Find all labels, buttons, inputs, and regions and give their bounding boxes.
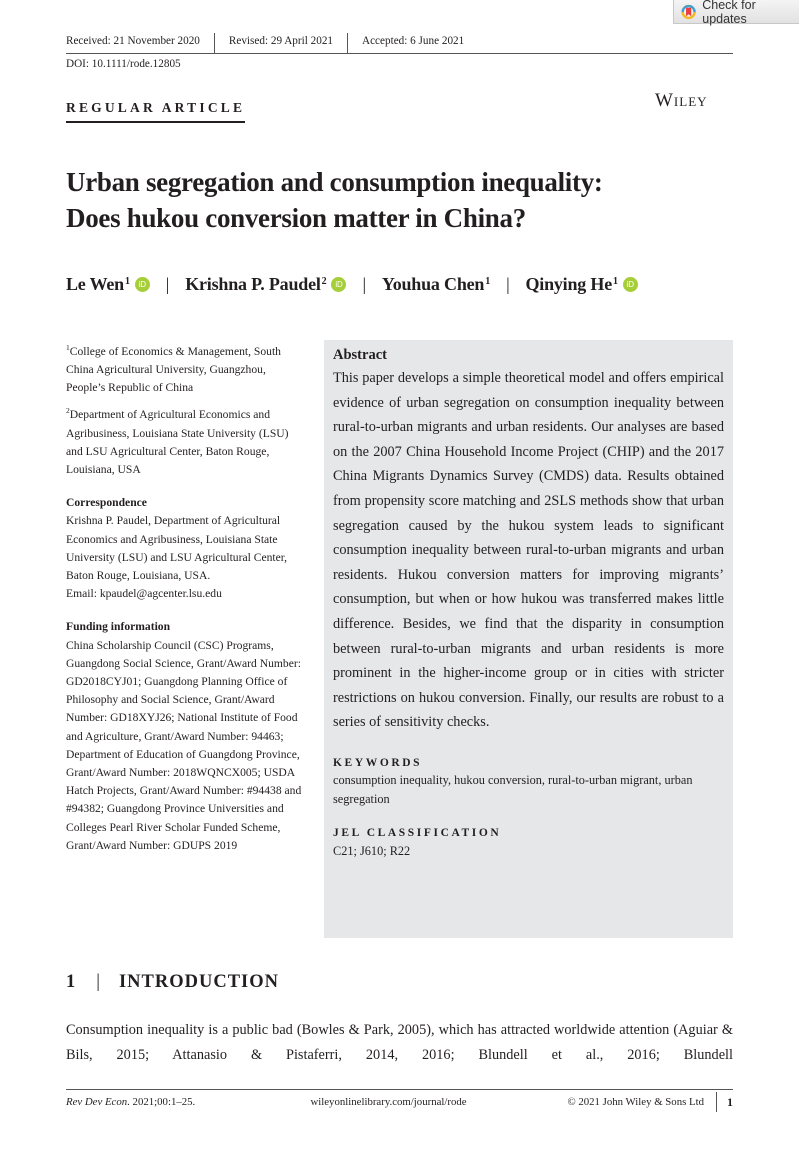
affiliation: $^2$Department of Agricultural Economics and Agribusiness, Louisiana State University (LSU) and LSU Agricultural Center, Baton Rouge, Louisiana, USA xyxy=(66,406,289,476)
orcid-icon[interactable]: iD xyxy=(623,277,638,292)
author-name: Le Wen xyxy=(66,274,124,294)
funding-heading: Funding information xyxy=(66,620,171,634)
page-number: 1 xyxy=(716,1092,733,1112)
orcid-icon[interactable]: iD xyxy=(135,277,150,292)
section-separator: | xyxy=(96,972,101,992)
email-link[interactable]: kpaudel@agcenter.lsu.edu xyxy=(99,587,222,601)
journal-citation: Rev Dev Econ. 2021;00:1–25. xyxy=(66,1096,196,1108)
author xyxy=(66,274,150,295)
revised-date: Revised: 29 April 2021 xyxy=(214,33,347,53)
introduction-paragraph: Consumption inequality is a public bad (Bowles & Park, 2005), which has attracted worldwide attention (Aguiar & Bils, 2015; Attanasio & Pistaferri, 2014, 2016; Blundell et al., 2016; Blundell xyxy=(66,1022,733,1063)
title-line-2: Does hukou conversion matter in China? xyxy=(66,203,526,233)
author-affiliation-mark: 1 xyxy=(124,276,130,287)
doi[interactable]: DOI: 10.1111/rode.12805 xyxy=(66,58,181,70)
keywords: consumption inequality, hukou conversion, rural-to-urban migrant, urban segregation xyxy=(333,772,693,807)
accepted-date: Accepted: 6 June 2021 xyxy=(347,33,478,53)
orcid-icon[interactable]: iD xyxy=(331,277,346,292)
abstract-box xyxy=(324,340,733,938)
title-line-1: Urban segregation and consumption inequality: xyxy=(66,167,603,197)
author xyxy=(382,274,490,295)
author-separator: | xyxy=(165,274,170,294)
article-type: REGULAR ARTICLE xyxy=(66,100,245,123)
copyright: © 2021 John Wiley & Sons Ltd xyxy=(567,1096,704,1108)
author-affiliation-mark: 1 xyxy=(612,276,618,287)
check-for-updates-button[interactable] xyxy=(673,0,799,24)
abstract-body: This paper develops a simple theoretical model and offers empirical evidence of urban segregation on consumption inequality between rural-to-urban migrants and urban residents. Our analyses are based on the 2007 China Household Income Project (CHIP) and the 2017 China Migrants Dynamics Survey (CMDS) data. Results obtained from propensity score matching and 2SLS methods show that urban segregation caused by the hukou system leads to significant consumption inequality between rural-to-urban migrants and urban residents. Hukou conversion matters for improving migrants’ consumption, but when or how hukou was transferred makes little difference. Besides, we find that the disparity in consumption between rural-to-urban migrants and urban residents is more prominent in the higher-income group or in cities with stricter restrictions on hukou conversion. Finally, our results are robust to a series of sensitivity checks. xyxy=(333,370,724,731)
author-name: Qinying He xyxy=(525,274,612,294)
funding-text: China Scholarship Council (CSC) Programs, Guangdong Social Science, Grant/Award Number: GD2018CYJ01; Guangdong Planning Office of Philosophy and Social Science, Grant/Award Number: GD18XYJ26; National Institute of Food and Agriculture, Grant/Award Number: 94463; Department of Education of Guangdong Province, Grant/Award Number: 2018WQNCX005; USDA Hatch Projects, Grant/Award Number: #94438 and #94382; Guangdong Province Universities and Colleges Pearl River Scholar Funded Scheme, Grant/Award Number: GDUPS 2019 xyxy=(66,638,302,852)
author-separator: | xyxy=(362,274,366,294)
abstract-heading: Abstract xyxy=(333,347,387,363)
section-title: INTRODUCTION xyxy=(118,972,279,992)
jel-codes: C21; J610; R22 xyxy=(333,843,411,858)
correspondence-text: Krishna P. Paudel, Department of Agricultural Economics and Agribusiness, Louisiana State University (LSU) and LSU Agricultural Center, Baton Rouge, Louisiana, USA. xyxy=(66,514,288,582)
correspondence-heading: Correspondence xyxy=(66,496,147,510)
page-footer xyxy=(66,1089,733,1113)
correspondence-email: Email: kpaudel@agcenter.lsu.edu xyxy=(66,587,222,601)
article-info-column xyxy=(66,339,306,855)
keywords-heading: KEYWORDS xyxy=(333,756,423,769)
section-heading xyxy=(66,972,279,993)
author-separator: | xyxy=(506,274,510,294)
author-name: Youhua Chen xyxy=(381,274,485,294)
publisher-logo: Wiley xyxy=(655,90,708,111)
section-number: 1 xyxy=(66,972,77,992)
author-list xyxy=(66,274,638,295)
affiliation: $^1$College of Economics & Management, South China Agricultural University, Guangzhou, People’s Republic of China xyxy=(66,343,281,395)
jel-heading: JEL CLASSIFICATION xyxy=(333,826,502,839)
article-history xyxy=(66,33,733,54)
check-for-updates-label: Check for updates xyxy=(702,0,756,26)
journal-url[interactable]: wileyonlinelibrary.com/journal/rode xyxy=(310,1096,467,1108)
author-name: Krishna P. Paudel xyxy=(185,274,321,294)
author xyxy=(525,274,637,295)
crossmark-icon xyxy=(681,4,696,20)
received-date: Received: 21 November 2020 xyxy=(66,35,200,47)
author xyxy=(185,274,346,295)
author-affiliation-mark: 1 xyxy=(485,276,491,287)
author-affiliation-mark: 2 xyxy=(321,276,327,287)
paper-title xyxy=(66,164,746,236)
